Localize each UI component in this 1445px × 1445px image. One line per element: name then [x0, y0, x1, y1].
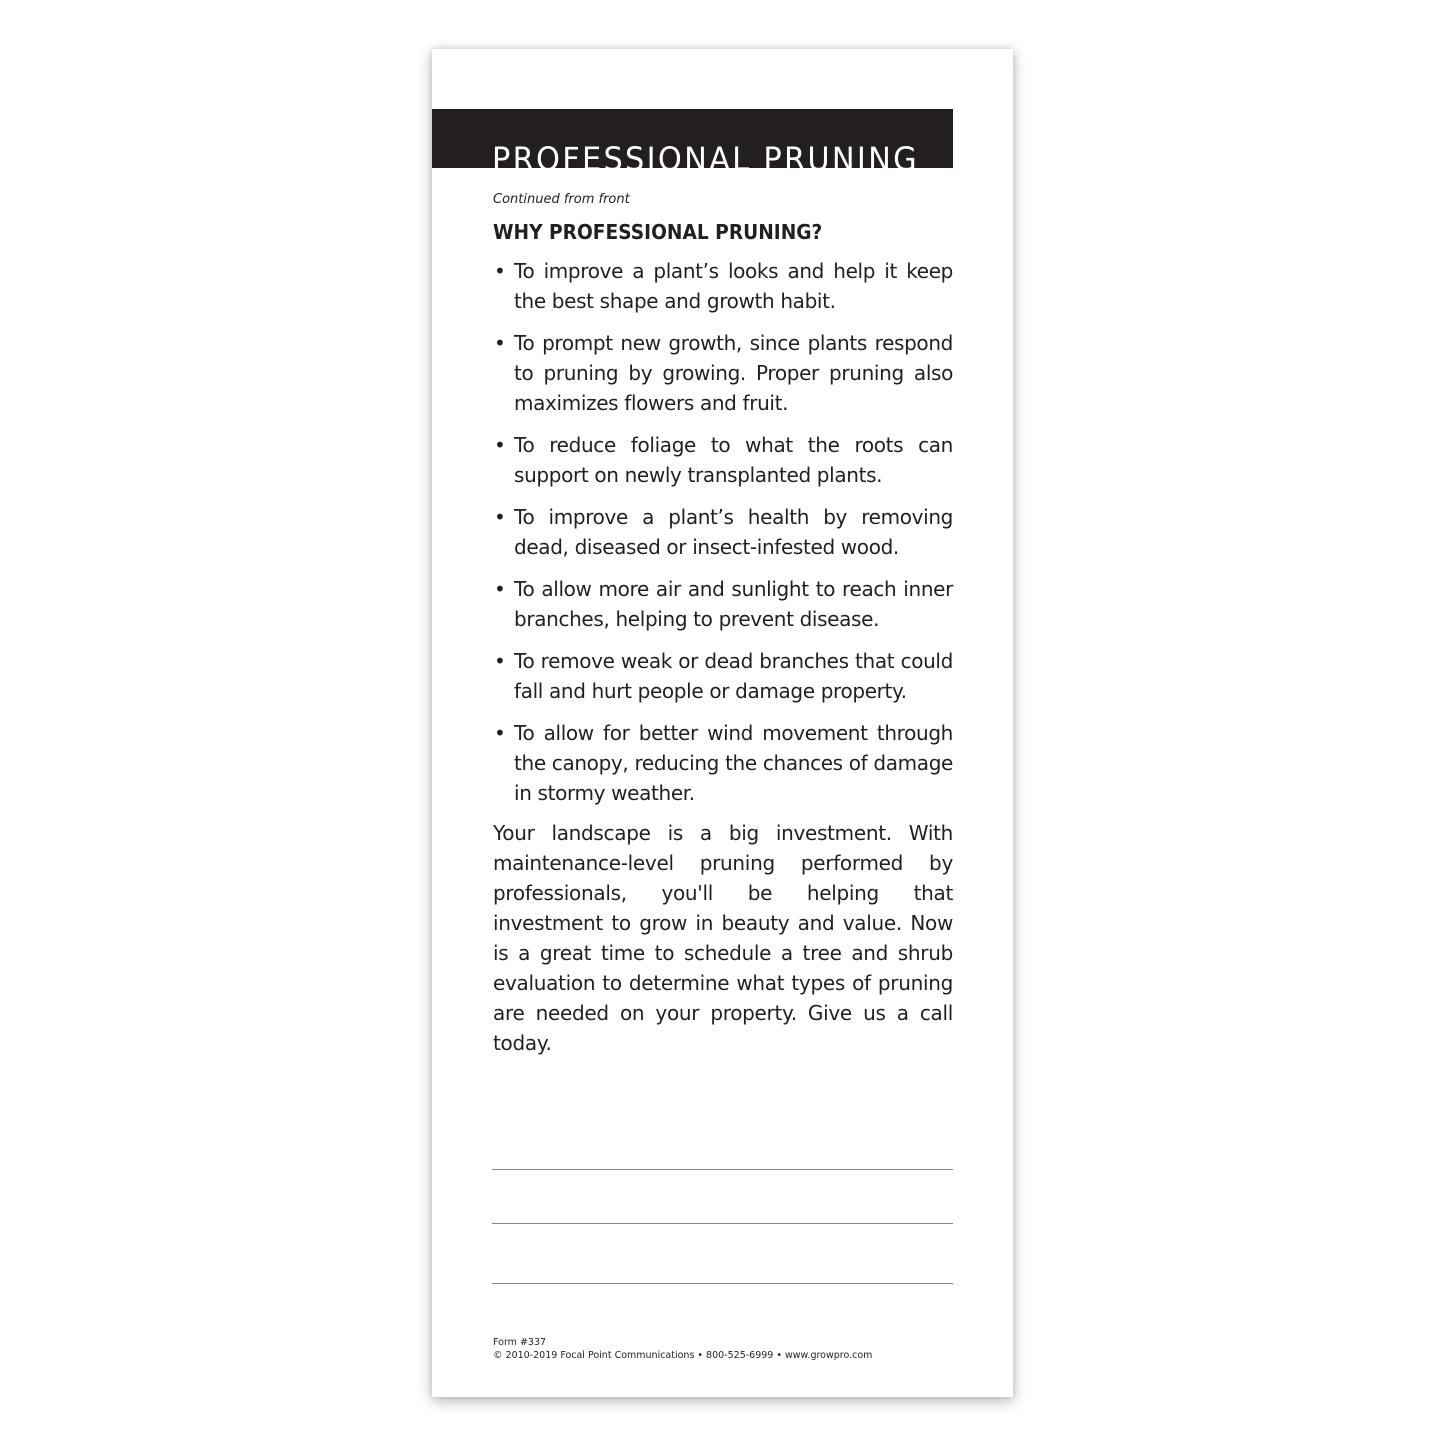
list-item-text: To prompt new growth, since plants respond to pruning by growing. Proper pruning also maximizes flowers and fruit. — [514, 331, 953, 415]
section-heading: WHY PROFESSIONAL PRUNING? — [493, 220, 823, 244]
copyright-line: © 2010-2019 Focal Point Communications • 800-525-6999 • www.growpro.com — [493, 1350, 873, 1361]
continued-note: Continued from front — [493, 192, 630, 207]
list-item — [493, 328, 953, 418]
form-number: Form #337 — [493, 1337, 547, 1348]
write-in-line-1 — [492, 1169, 953, 1170]
list-item-text: To reduce foliage to what the roots can support on newly transplanted plants. — [514, 433, 953, 487]
list-item-text: To remove weak or dead branches that could fall and hurt people or damage property. — [514, 649, 953, 703]
flyer-card — [432, 49, 1013, 1397]
bullet-icon: • — [494, 649, 506, 673]
list-item — [493, 646, 953, 706]
reasons-list — [493, 256, 953, 808]
list-item — [493, 430, 953, 490]
bullet-icon: • — [494, 433, 506, 457]
bullet-icon: • — [494, 331, 506, 355]
main-content — [493, 192, 953, 1058]
list-item-text: To improve a plant’s health by removing dead, diseased or insect-infested wood. — [514, 505, 953, 559]
bullet-icon: • — [494, 505, 506, 529]
list-item-text: To improve a plant’s looks and help it keep the best shape and growth habit. — [514, 259, 953, 313]
list-item-text: To allow more air and sunlight to reach inner branches, helping to prevent disease. — [514, 577, 953, 631]
bullet-icon: • — [494, 259, 506, 283]
closing-paragraph: Your landscape is a big investment. With maintenance-level pruning performed by professionals, you'll be helping that investment to grow in beauty and value. Now is a great time to schedule a tree and shrub evaluation to determine what types of pruning are needed on your property. Give us a call today. — [493, 821, 953, 1055]
list-item — [493, 256, 953, 316]
list-item — [493, 574, 953, 634]
list-item — [493, 718, 953, 808]
list-item — [493, 502, 953, 562]
list-item-text: To allow for better wind movement through the canopy, reducing the chances of damage in stormy weather. — [514, 721, 953, 805]
footer — [493, 1336, 872, 1362]
page-title: PROFESSIONAL PRUNING — [492, 140, 920, 179]
title-banner — [432, 109, 953, 179]
write-in-line-3 — [492, 1283, 953, 1284]
bullet-icon: • — [494, 577, 506, 601]
write-in-line-2 — [492, 1223, 953, 1224]
bullet-icon: • — [494, 721, 506, 745]
